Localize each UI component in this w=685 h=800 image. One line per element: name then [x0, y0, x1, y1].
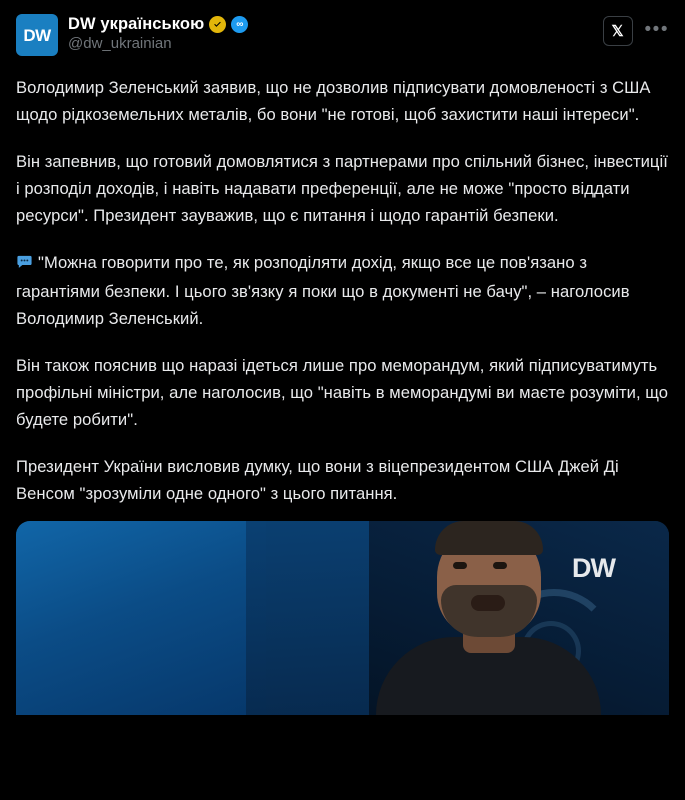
post-header — [16, 14, 669, 56]
speech-bubble-icon — [16, 251, 33, 278]
person-eye-left — [453, 562, 467, 569]
post-body — [16, 74, 669, 507]
post-paragraph: Володимир Зеленський заявив, що не дозволив підписувати домовленості з США щодо рідкоземельних металів, бо вони "не готові, щоб захистити наші інтереси". — [16, 78, 651, 124]
person-speaking-image — [371, 540, 611, 715]
x-logo-icon[interactable]: 𝕏 — [603, 16, 633, 46]
post-paragraph: Він також пояснив що наразі ідеться лише про меморандум, який підписуватимуть профільні міністри, але наголосив, що "навіть в меморандумі ви маєте розуміти, що будете робити". — [16, 356, 669, 429]
name-row — [68, 15, 593, 34]
more-options-icon[interactable]: ••• — [644, 18, 669, 40]
account-name-block — [68, 14, 593, 52]
quote-text: "Можна говорити про те, як розподіляти дохід, якщо все це пов'язано з гарантіями безпеки. І цього зв'язку я поки що в документі не бачу", – наголосив Володимир Зеленський. — [16, 253, 630, 328]
display-name: DW українською — [68, 15, 205, 33]
verified-badge-icon — [209, 16, 226, 33]
header-actions — [603, 14, 669, 46]
person-beard — [441, 585, 537, 637]
post-paragraph-quote — [16, 249, 669, 332]
dw-watermark-icon: DW — [572, 553, 615, 583]
avatar[interactable] — [16, 14, 58, 56]
person-eye-right — [493, 562, 507, 569]
person-mouth — [471, 595, 505, 611]
post-image[interactable] — [16, 521, 669, 715]
automated-account-icon: ∞ — [231, 16, 248, 33]
post-paragraph: Він запевнив, що готовий домовлятися з партнерами про спільний бізнес, інвестиції і розподіл доходів, і навіть надавати преференції, але не може "просто віддати ресурси". Президент зауважив, що є питання і щодо гарантій безпеки. — [16, 152, 668, 225]
dw-logo-icon: DW — [23, 25, 51, 45]
post-paragraph: Президент України висловив думку, що вони з віцепрезидентом США Джей Ді Венсом "зрозуміли одне одного" з цього питання. — [16, 457, 619, 503]
person-hair — [435, 521, 543, 555]
account-handle: @dw_ukrainian — [68, 35, 172, 52]
image-background-left — [16, 521, 266, 715]
